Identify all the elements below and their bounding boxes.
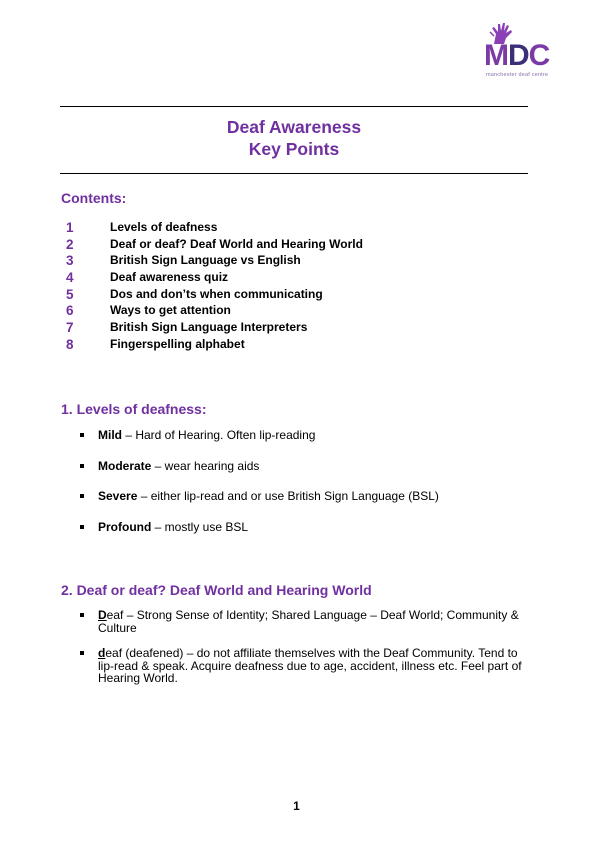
bullet-icon — [80, 651, 84, 655]
contents-number: 2 — [66, 236, 74, 252]
term-description: – mostly use BSL — [151, 520, 249, 534]
contents-label: Levels of deafness — [110, 220, 218, 234]
bullet-icon — [80, 525, 84, 529]
term-label: Profound — [98, 520, 152, 534]
contents-number: 4 — [66, 270, 74, 286]
top-rule — [60, 106, 528, 107]
term-label: Moderate — [98, 459, 152, 473]
term-label: Mild — [98, 428, 122, 442]
contents-label: Fingerspelling alphabet — [110, 336, 245, 351]
initial-letter: d — [98, 646, 106, 660]
bullet-icon — [80, 433, 84, 437]
section-1-heading: 1. Levels of deafness: — [61, 401, 207, 417]
mdc-logo — [478, 22, 564, 84]
contents-label: Dos and don’ts when communicating — [110, 286, 323, 301]
bullet-icon — [80, 613, 84, 617]
contents-label: Deaf awareness quiz — [110, 270, 229, 285]
contents-number: 7 — [66, 320, 74, 336]
title-line-1: Deaf Awareness — [226, 117, 362, 137]
contents-label: British Sign Language vs English — [110, 253, 301, 268]
term-description: – wear hearing aids — [151, 459, 260, 473]
bullet-icon — [80, 494, 84, 498]
contents-number: 6 — [66, 303, 74, 319]
item-description: eaf – Strong Sense of Identity; Shared Language – Deaf World; Community & Culture — [98, 608, 519, 635]
logo-wordmark: MDC — [484, 39, 550, 72]
term-label: Severe — [98, 489, 138, 503]
title-line-2: Key Points — [248, 139, 340, 159]
contents-number: 3 — [66, 253, 74, 269]
term-description: – either lip-read and or use British Sign Language (BSL) — [137, 489, 439, 503]
bullet-icon — [80, 464, 84, 468]
contents-number: 8 — [66, 336, 74, 352]
initial-letter: D — [98, 608, 107, 622]
logo-subtitle: manchester deaf centre — [486, 72, 549, 78]
document-title — [60, 116, 528, 160]
contents-label: Deaf or deaf? Deaf World and Hearing World — [110, 236, 363, 251]
contents-label: British Sign Language Interpreters — [110, 320, 308, 335]
section-2-heading: 2. Deaf or deaf? Deaf World and Hearing World — [61, 582, 372, 598]
item-description: eaf (deafened) – do not affiliate themselves with the Deaf Community. Tend to lip-read & speak. Acquire deafness due to age, accident, illness etc. Feel part of Hearing World. — [98, 646, 522, 685]
bottom-rule — [60, 173, 528, 174]
term-description: – Hard of Hearing. Often lip-reading — [122, 428, 316, 442]
contents-label: Ways to get attention — [110, 303, 231, 318]
page-number: 1 — [293, 799, 300, 813]
contents-heading: Contents: — [61, 190, 127, 206]
contents-number: 1 — [66, 220, 74, 235]
contents-number: 5 — [66, 286, 74, 302]
